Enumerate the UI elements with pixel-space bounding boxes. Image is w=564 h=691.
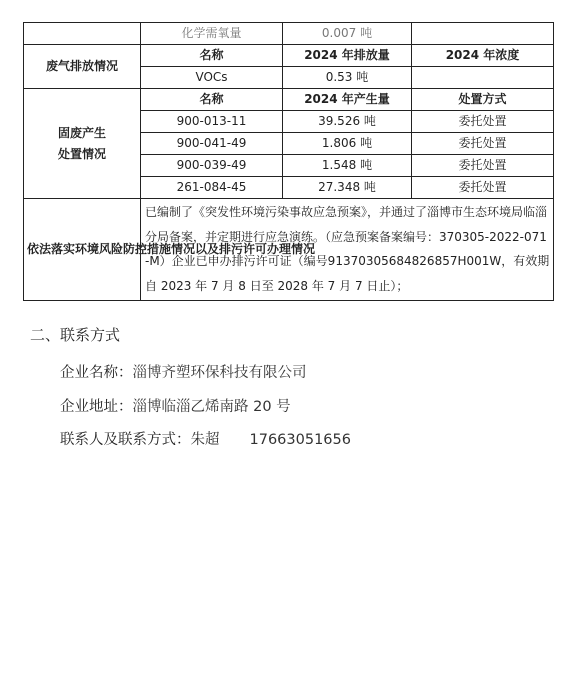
solid-waste-amount-cell: 1.806 吨 — [283, 133, 412, 155]
company-name-value: 淄博齐塑环保科技有限公司 — [132, 365, 307, 381]
table-row — [24, 23, 554, 45]
solid-waste-method-cell: 委托处置 — [412, 133, 554, 155]
section-title-contact: 二、联系方式 — [30, 326, 121, 344]
solid-waste-amount-cell: 39.526 吨 — [283, 111, 412, 133]
solid-waste-label — [24, 89, 141, 199]
table-row — [24, 199, 554, 301]
risk-label: 依法落实环境风险防控措施情况以及排污许可办理情况 — [24, 199, 141, 301]
waste-gas-header-concentration: 2024 年浓度 — [412, 45, 554, 67]
waste-gas-name-cell: VOCs — [141, 67, 283, 89]
table-row — [24, 45, 554, 67]
cod-amount-cell: 0.007 吨 — [283, 23, 412, 45]
solid-waste-method-cell: 委托处置 — [412, 111, 554, 133]
table-cell-blank — [412, 23, 554, 45]
solid-waste-header-method: 处置方式 — [412, 89, 554, 111]
company-address-line — [60, 395, 291, 416]
contact-person-phone: 17663051656 — [249, 432, 351, 448]
contact-person-line — [60, 428, 351, 449]
solid-waste-method-cell: 委托处置 — [412, 177, 554, 199]
waste-gas-amount-cell: 0.53 吨 — [283, 67, 412, 89]
waste-gas-header-name: 名称 — [141, 45, 283, 67]
solid-waste-amount-cell: 27.348 吨 — [283, 177, 412, 199]
company-address-value: 淄博临淄乙烯南路 20 号 — [132, 399, 291, 415]
solid-waste-header-name: 名称 — [141, 89, 283, 111]
contact-person-label: 联系人及联系方式： — [60, 432, 191, 448]
risk-description: 已编制了《突发性环境污染事故应急预案》，并通过了淄博市生态环境局临淄分局备案，并定期进行应急演练。（应急预案备案编号：370305-2022-071-M）企业已申办排污许可证（编号91370305684826857H001W，有效期自 2023 年 7 月 8 日至 2028 年 7 月 7 日止）； — [141, 199, 554, 301]
waste-gas-label: 废气排放情况 — [24, 45, 141, 89]
waste-gas-header-amount: 2024 年排放量 — [283, 45, 412, 67]
company-name-label: 企业名称： — [60, 365, 133, 381]
solid-waste-code-cell: 900-041-49 — [141, 133, 283, 155]
solid-waste-code-cell: 900-039-49 — [141, 155, 283, 177]
solid-waste-label-line2: 处置情况 — [57, 146, 106, 161]
cod-name-cell: 化学需氧量 — [141, 23, 283, 45]
solid-waste-header-amount: 2024 年产生量 — [283, 89, 412, 111]
company-name-line — [60, 361, 307, 382]
table-cell-blank — [24, 23, 141, 45]
waste-gas-concentration-cell — [412, 67, 554, 89]
solid-waste-code-cell: 261-084-45 — [141, 177, 283, 199]
solid-waste-label-line1: 固废产生 — [57, 125, 106, 140]
table-row — [24, 89, 554, 111]
environment-info-table — [23, 22, 554, 301]
company-address-label: 企业地址： — [60, 399, 133, 415]
contact-person-name: 朱超 — [190, 432, 220, 448]
solid-waste-method-cell: 委托处置 — [412, 155, 554, 177]
solid-waste-amount-cell: 1.548 吨 — [283, 155, 412, 177]
solid-waste-code-cell: 900-013-11 — [141, 111, 283, 133]
